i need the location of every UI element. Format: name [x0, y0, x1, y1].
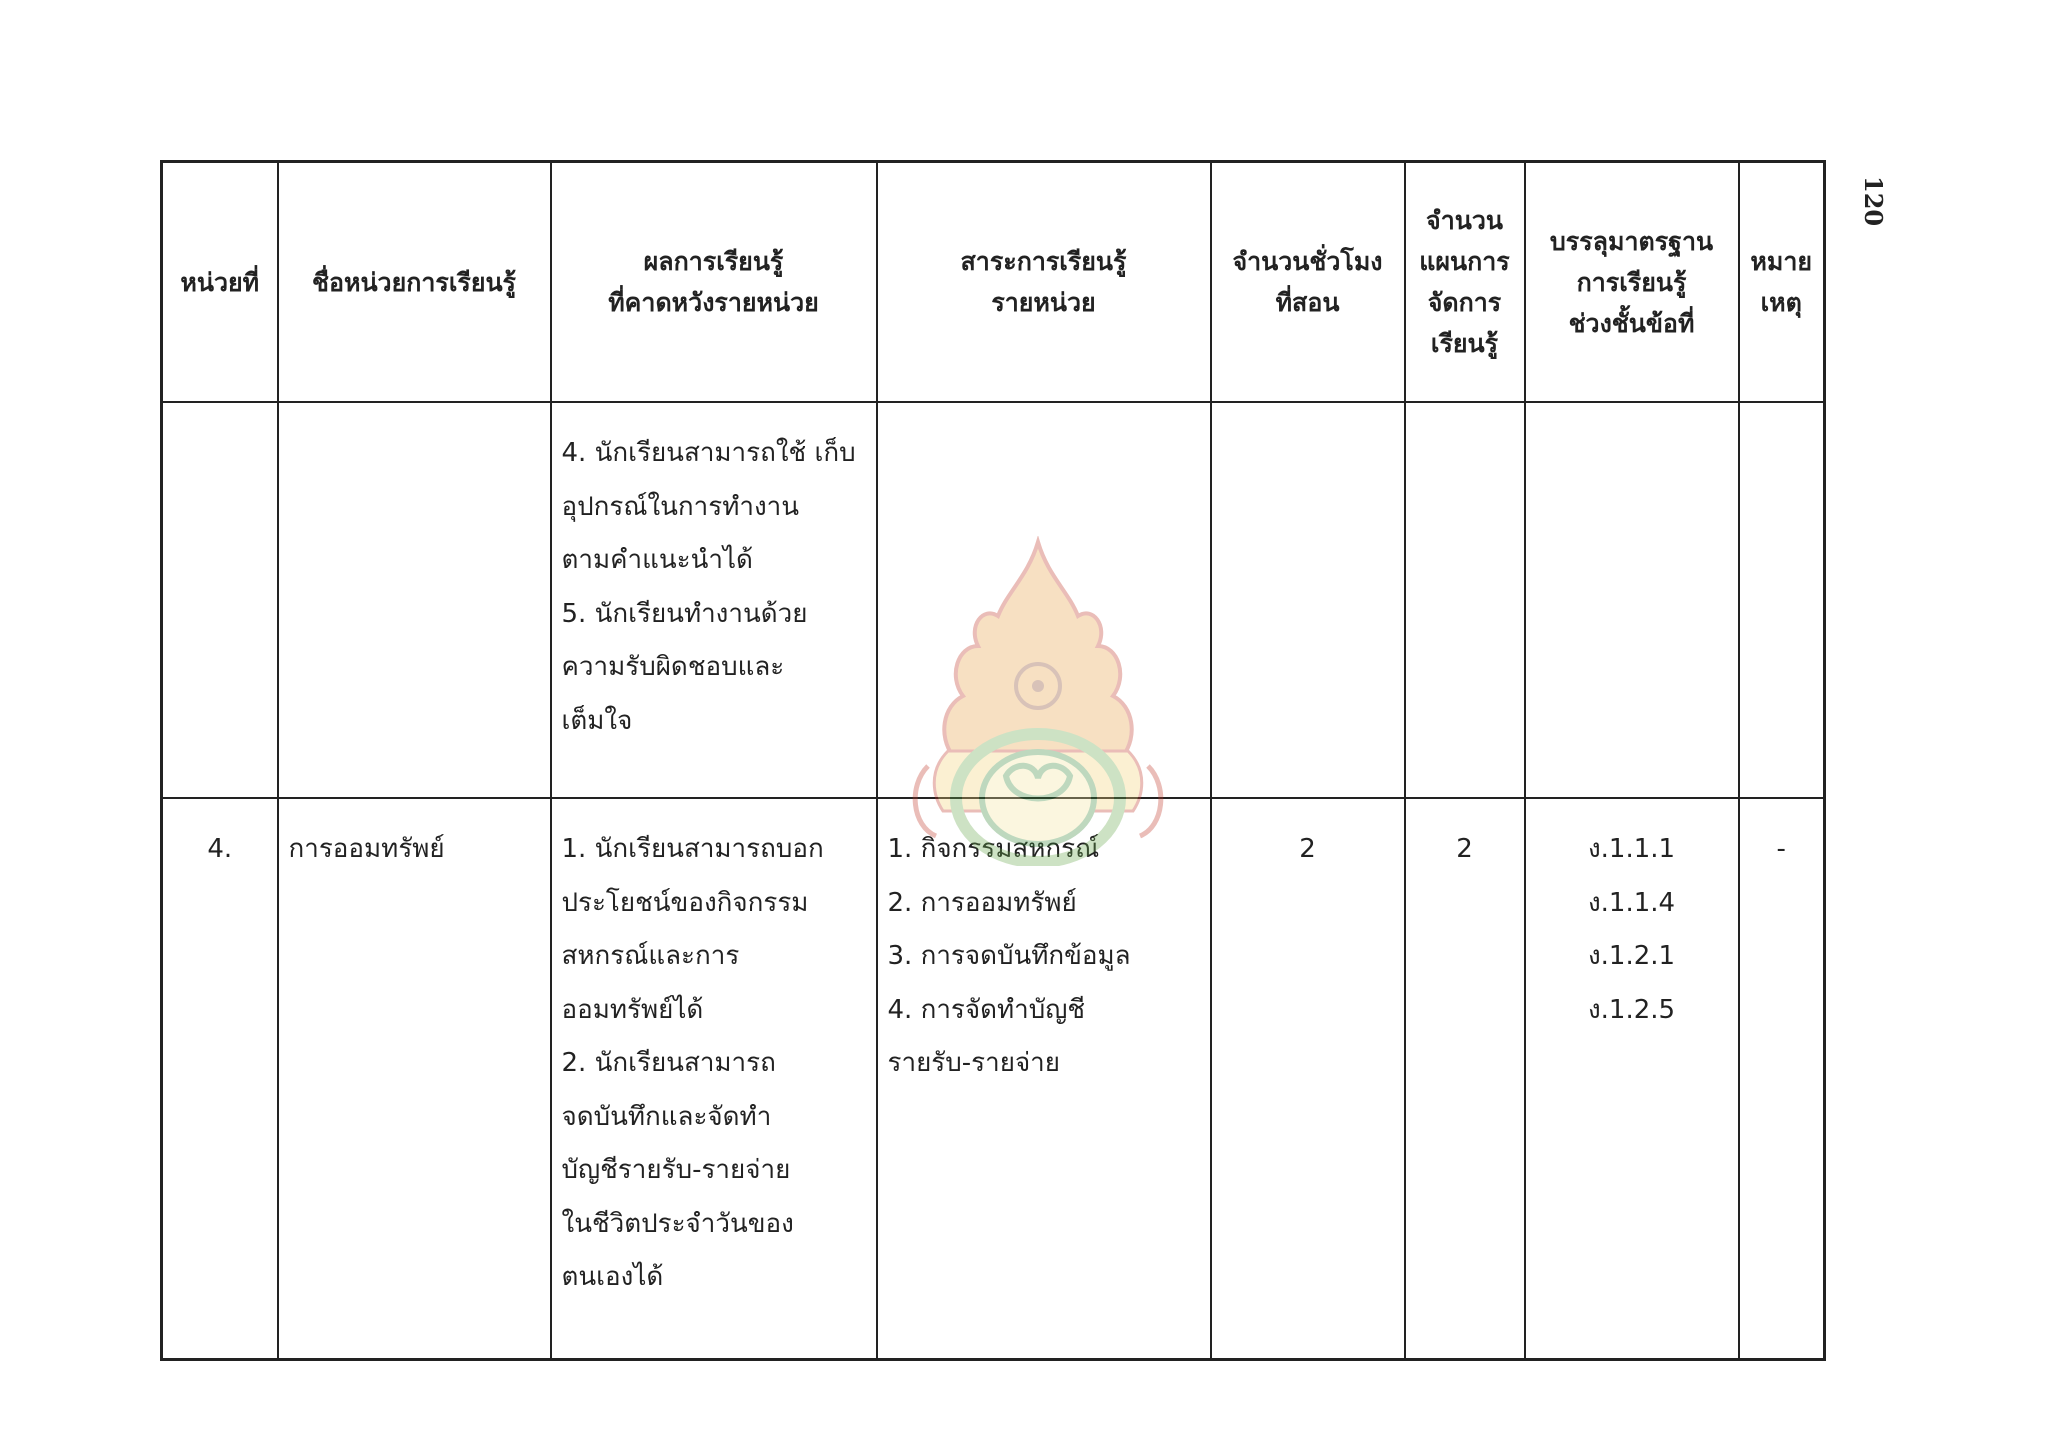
header-standards: บรรลุมาตรฐาน การเรียนรู้ ช่วงชั้นข้อที่ [1525, 162, 1739, 403]
curriculum-table [160, 160, 1826, 1361]
header-teaching-hours: จำนวนชั่วโมง ที่สอน [1211, 162, 1405, 403]
cell-remark: - [1739, 798, 1825, 1360]
cell-unit-name [278, 402, 551, 798]
cell-hours [1211, 402, 1405, 798]
cell-content: 1. กิจกรรมสหกรณ์ 2. การออมทรัพย์ 3. การจดบันทึกข้อมูล 4. การจัดทำบัญชี รายรับ-รายจ่าย [877, 798, 1211, 1360]
table-row [162, 402, 1825, 798]
cell-unit: 4. [162, 798, 278, 1360]
cell-standards [1525, 402, 1739, 798]
cell-content [877, 402, 1211, 798]
header-learning-outcomes: ผลการเรียนรู้ ที่คาดหวังรายหน่วย [551, 162, 877, 403]
header-lesson-plans: จำนวน แผนการ จัดการ เรียนรู้ [1405, 162, 1525, 403]
table-header-row [162, 162, 1825, 403]
cell-remark [1739, 402, 1825, 798]
header-unit-name: ชื่อหน่วยการเรียนรู้ [278, 162, 551, 403]
cell-unit [162, 402, 278, 798]
header-learning-content: สาระการเรียนรู้ รายหน่วย [877, 162, 1211, 403]
cell-plans [1405, 402, 1525, 798]
cell-outcomes: 4. นักเรียนสามารถใช้ เก็บ อุปกรณ์ในการทำงาน ตามคำแนะนำได้ 5. นักเรียนทำงานด้วย ความรับผิดชอบและ เต็มใจ [551, 402, 877, 798]
header-remark: หมาย เหตุ [1739, 162, 1825, 403]
cell-plans: 2 [1405, 798, 1525, 1360]
cell-outcomes: 1. นักเรียนสามารถบอก ประโยชน์ของกิจกรรม สหกรณ์และการ ออมทรัพย์ได้ 2. นักเรียนสามารถ จดบันทึกและจัดทำ บัญชีรายรับ-รายจ่าย ในชีวิตประจำวันของ ตนเองได้ [551, 798, 877, 1360]
cell-hours: 2 [1211, 798, 1405, 1360]
cell-unit-name: การออมทรัพย์ [278, 798, 551, 1360]
page-number: 120 [1859, 176, 1888, 227]
cell-standards: ง.1.1.1 ง.1.1.4 ง.1.2.1 ง.1.2.5 [1525, 798, 1739, 1360]
header-unit-no: หน่วยที่ [162, 162, 278, 403]
table-row [162, 798, 1825, 1360]
